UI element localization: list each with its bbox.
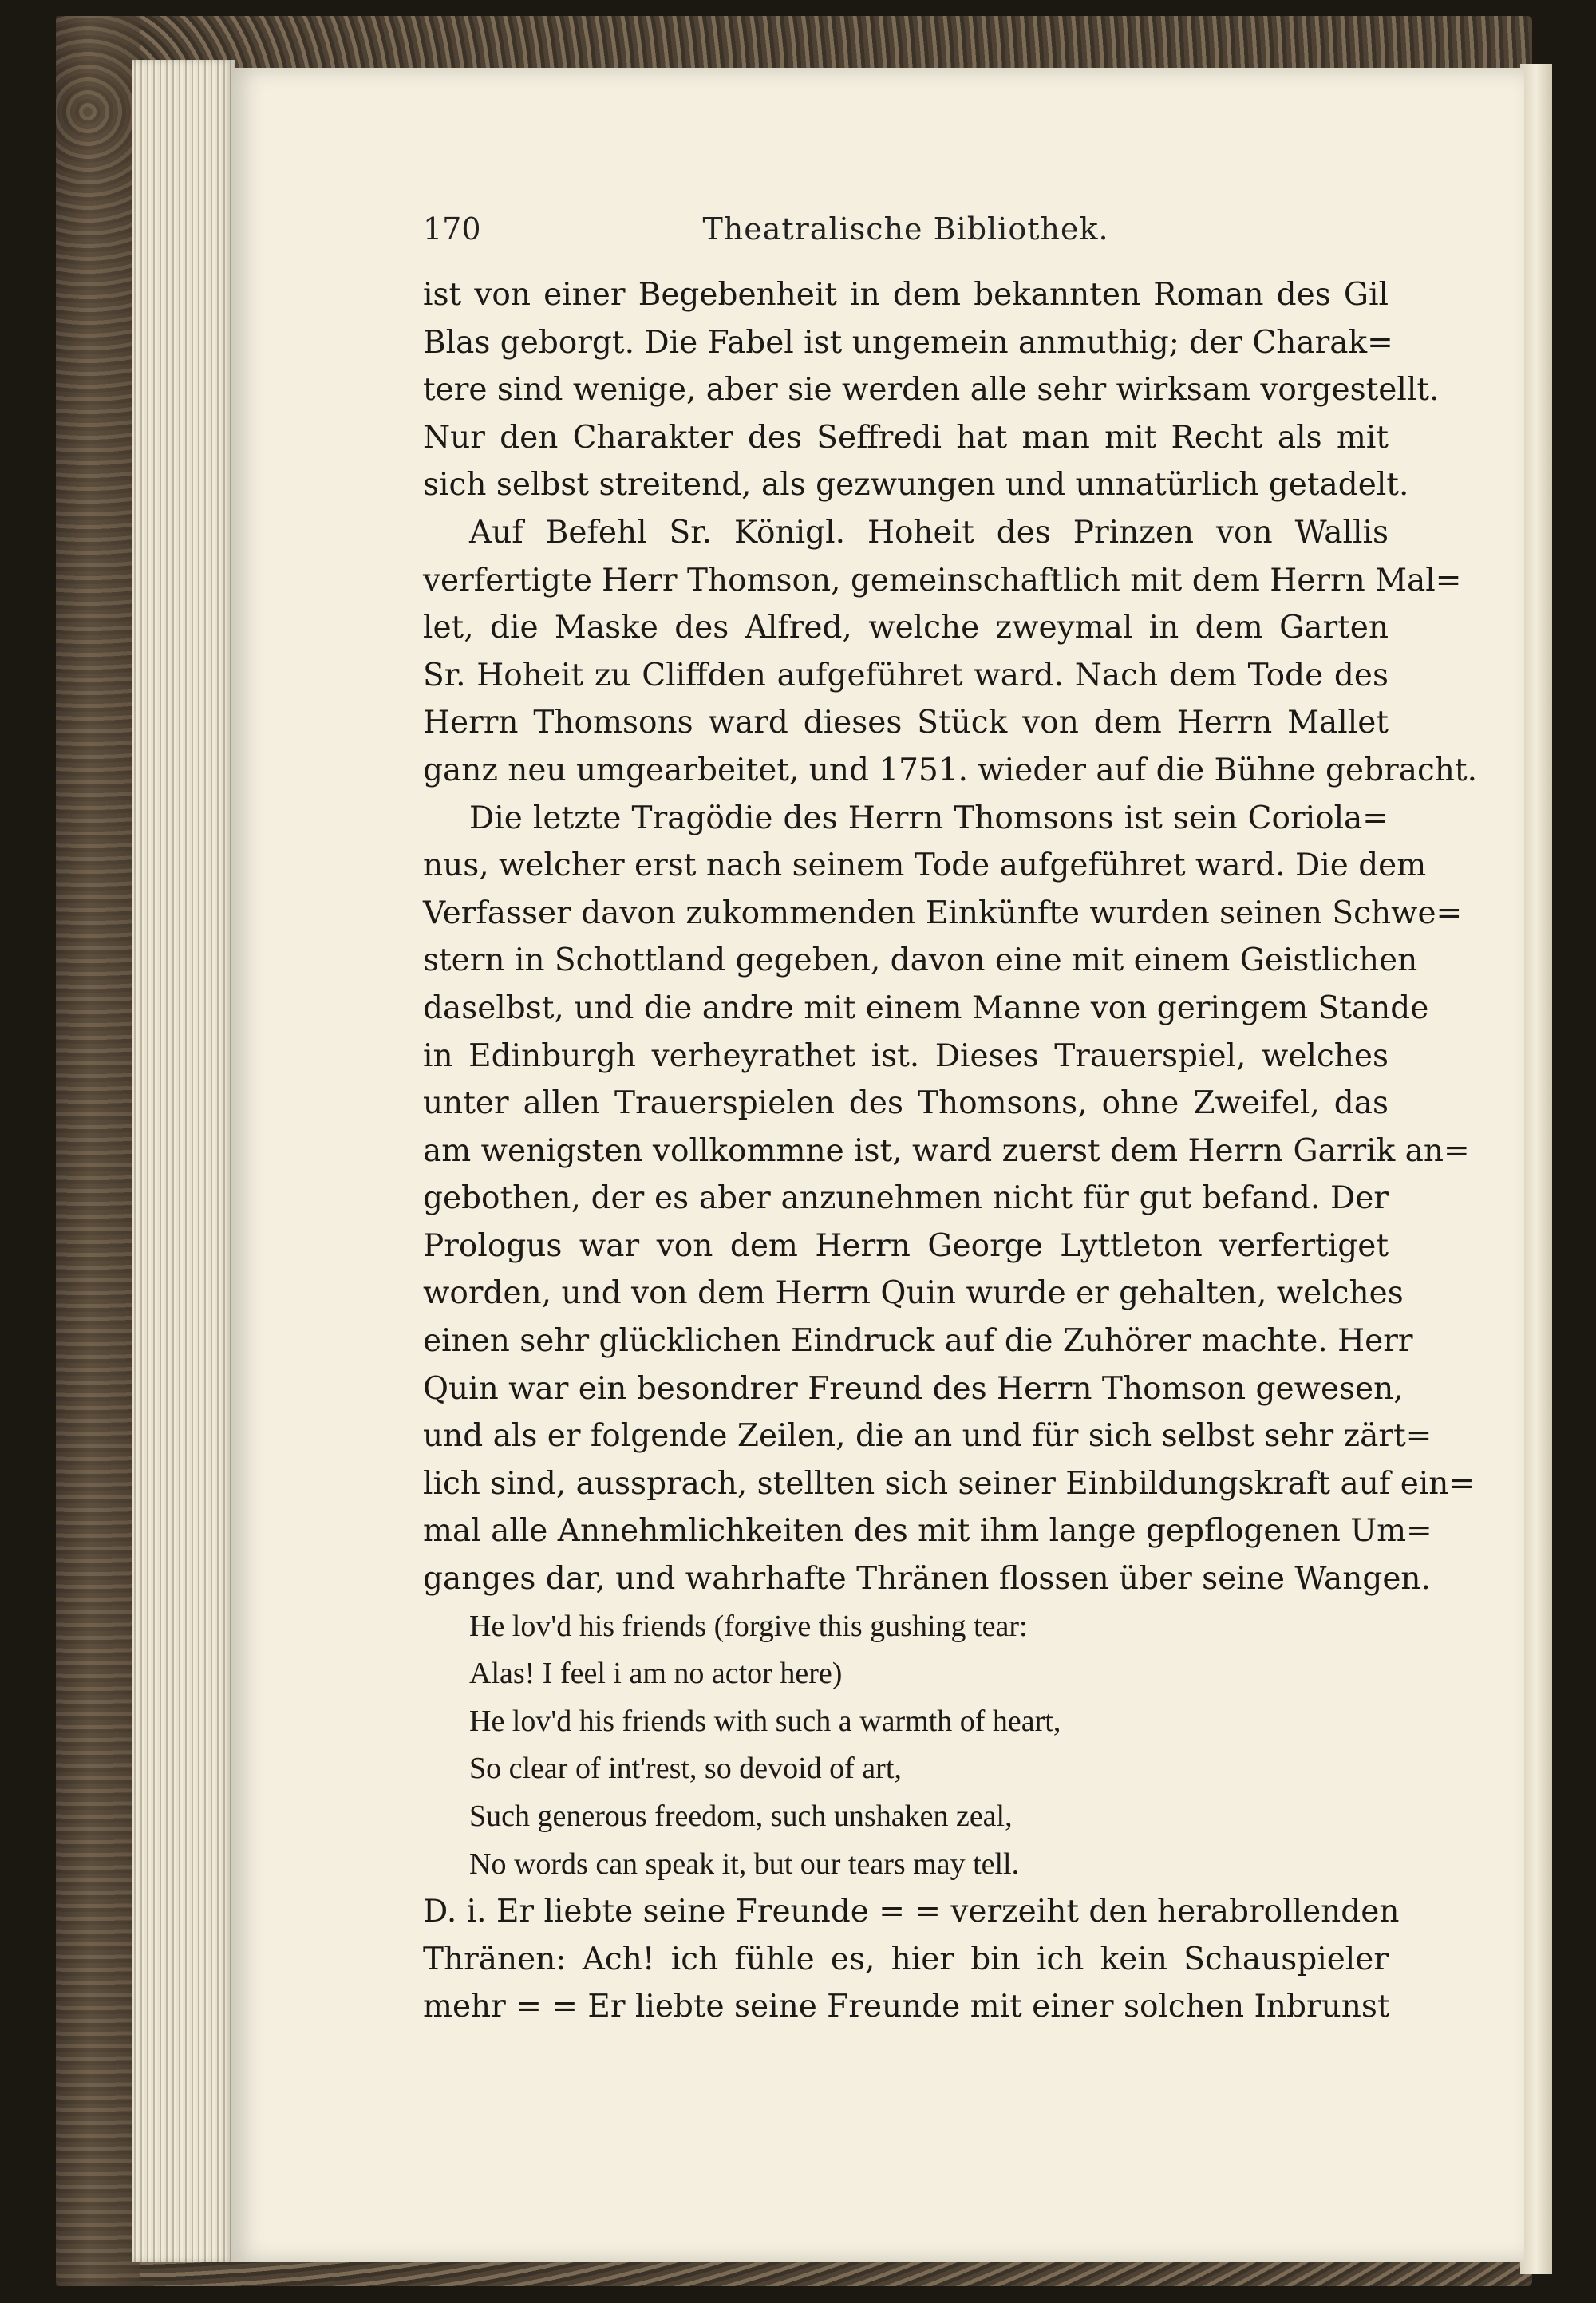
poem-line: Such generous freedom, such unshaken zeal, [469,1799,1013,1833]
text-line: Sr. Hoheit zu Cliffden aufgeführet ward. Nach dem Tode des [423,657,1389,693]
text-block [423,271,1477,2031]
text-line: stern in Schottland gegeben, davon eine mit einem Geistlichen [423,942,1418,979]
text-line: ganz neu umgearbeitet, und 1751. wieder auf die Bühne gebracht. [423,752,1477,788]
text-line: in Edinburgh verheyrathet ist. Dieses Trauerspiel, welches [423,1037,1389,1074]
translation-line: Thränen: Ach! ich fühle es, hier bin ich kein Schauspieler [423,1941,1389,1977]
cover-spine [56,16,140,2286]
running-title: Theatralische Bibliothek. [702,211,1109,247]
facing-page-edge [1520,64,1552,2274]
page-number: 170 [423,211,481,247]
page-header [423,211,1389,259]
text-line: gebothen, der es aber anzunehmen nicht für gut befand. Der [423,1180,1389,1217]
page-edges [132,60,235,2262]
poem-line: No words can speak it, but our tears may tell. [469,1847,1020,1881]
text-line: einen sehr glücklichen Eindruck auf die Zuhörer machte. Herr [423,1323,1413,1360]
text-line: daselbst, und die andre mit einem Manne von geringem Stande [423,990,1429,1026]
text-line: mal alle Annehmlichkeiten des mit ihm lange gepflogenen Um= [423,1513,1432,1550]
text-line: Auf Befehl Sr. Königl. Hoheit des Prinzen von Wallis [469,514,1389,551]
text-line: sich selbst streitend, als gezwungen und unnatürlich getadelt. [423,467,1409,504]
text-line: Herrn Thomsons ward dieses Stück von dem Herrn Mallet [423,705,1389,741]
poem-line: Alas! I feel i am no actor here) [469,1657,843,1691]
book-page [231,68,1524,2262]
text-line: am wenigsten vollkommne ist, ward zuerst dem Herrn Garrik an= [423,1132,1470,1169]
poem-line: So clear of int'rest, so devoid of art, [469,1752,902,1786]
text-line: Die letzte Tragödie des Herrn Thomsons ist sein Coriola= [469,800,1389,836]
text-line: worden, und von dem Herrn Quin wurde er gehalten, welches [423,1275,1404,1312]
text-line: let, die Maske des Alfred, welche zweymal in dem Garten [423,610,1389,646]
text-line: lich sind, aussprach, stellten sich seiner Einbildungskraft auf ein= [423,1465,1476,1502]
text-line: Quin war ein besondrer Freund des Herrn Thomson gewesen, [423,1370,1404,1407]
text-line: Blas geborgt. Die Fabel ist ungemein anmuthig; der Charak= [423,324,1393,361]
translation [423,1888,1400,2031]
text-line: ist von einer Begebenheit in dem bekannten Roman des Gil [423,277,1389,313]
text-line: tere sind wenige, aber sie werden alle sehr wirksam vorgestellt. [423,372,1440,409]
text-line: Verfasser davon zukommenden Einkünfte wurden seinen Schwe= [423,895,1463,931]
text-line: nus, welcher erst nach seinem Tode aufgeführet ward. Die dem [423,847,1427,884]
translation-line: D. i. Er liebte seine Freunde = = verzeiht den herabrollenden [423,1894,1400,1930]
body-paragraphs [423,271,1477,1603]
text-line: verfertigte Herr Thomson, gemeinschaftlich mit dem Herrn Mal= [423,562,1462,598]
text-line: unter allen Trauerspielen des Thomsons, ohne Zweifel, das [423,1085,1389,1122]
text-line: ganges dar, und wahrhafte Thränen flossen über seine Wangen. [423,1561,1431,1598]
english-poem [423,1603,1389,1889]
text-line: und als er folgende Zeilen, die an und für sich selbst sehr zärt= [423,1418,1432,1455]
translation-line: mehr = = Er liebte seine Freunde mit einer solchen Inbrunst [423,1989,1390,2025]
text-line: Prologus war von dem Herrn George Lyttleton verfertiget [423,1227,1389,1264]
text-line: Nur den Charakter des Seffredi hat man mit Recht als mit [423,419,1389,456]
poem-line: He lov'd his friends (forgive this gushing tear: [469,1609,1028,1643]
poem-line: He lov'd his friends with such a warmth of heart, [469,1704,1061,1738]
